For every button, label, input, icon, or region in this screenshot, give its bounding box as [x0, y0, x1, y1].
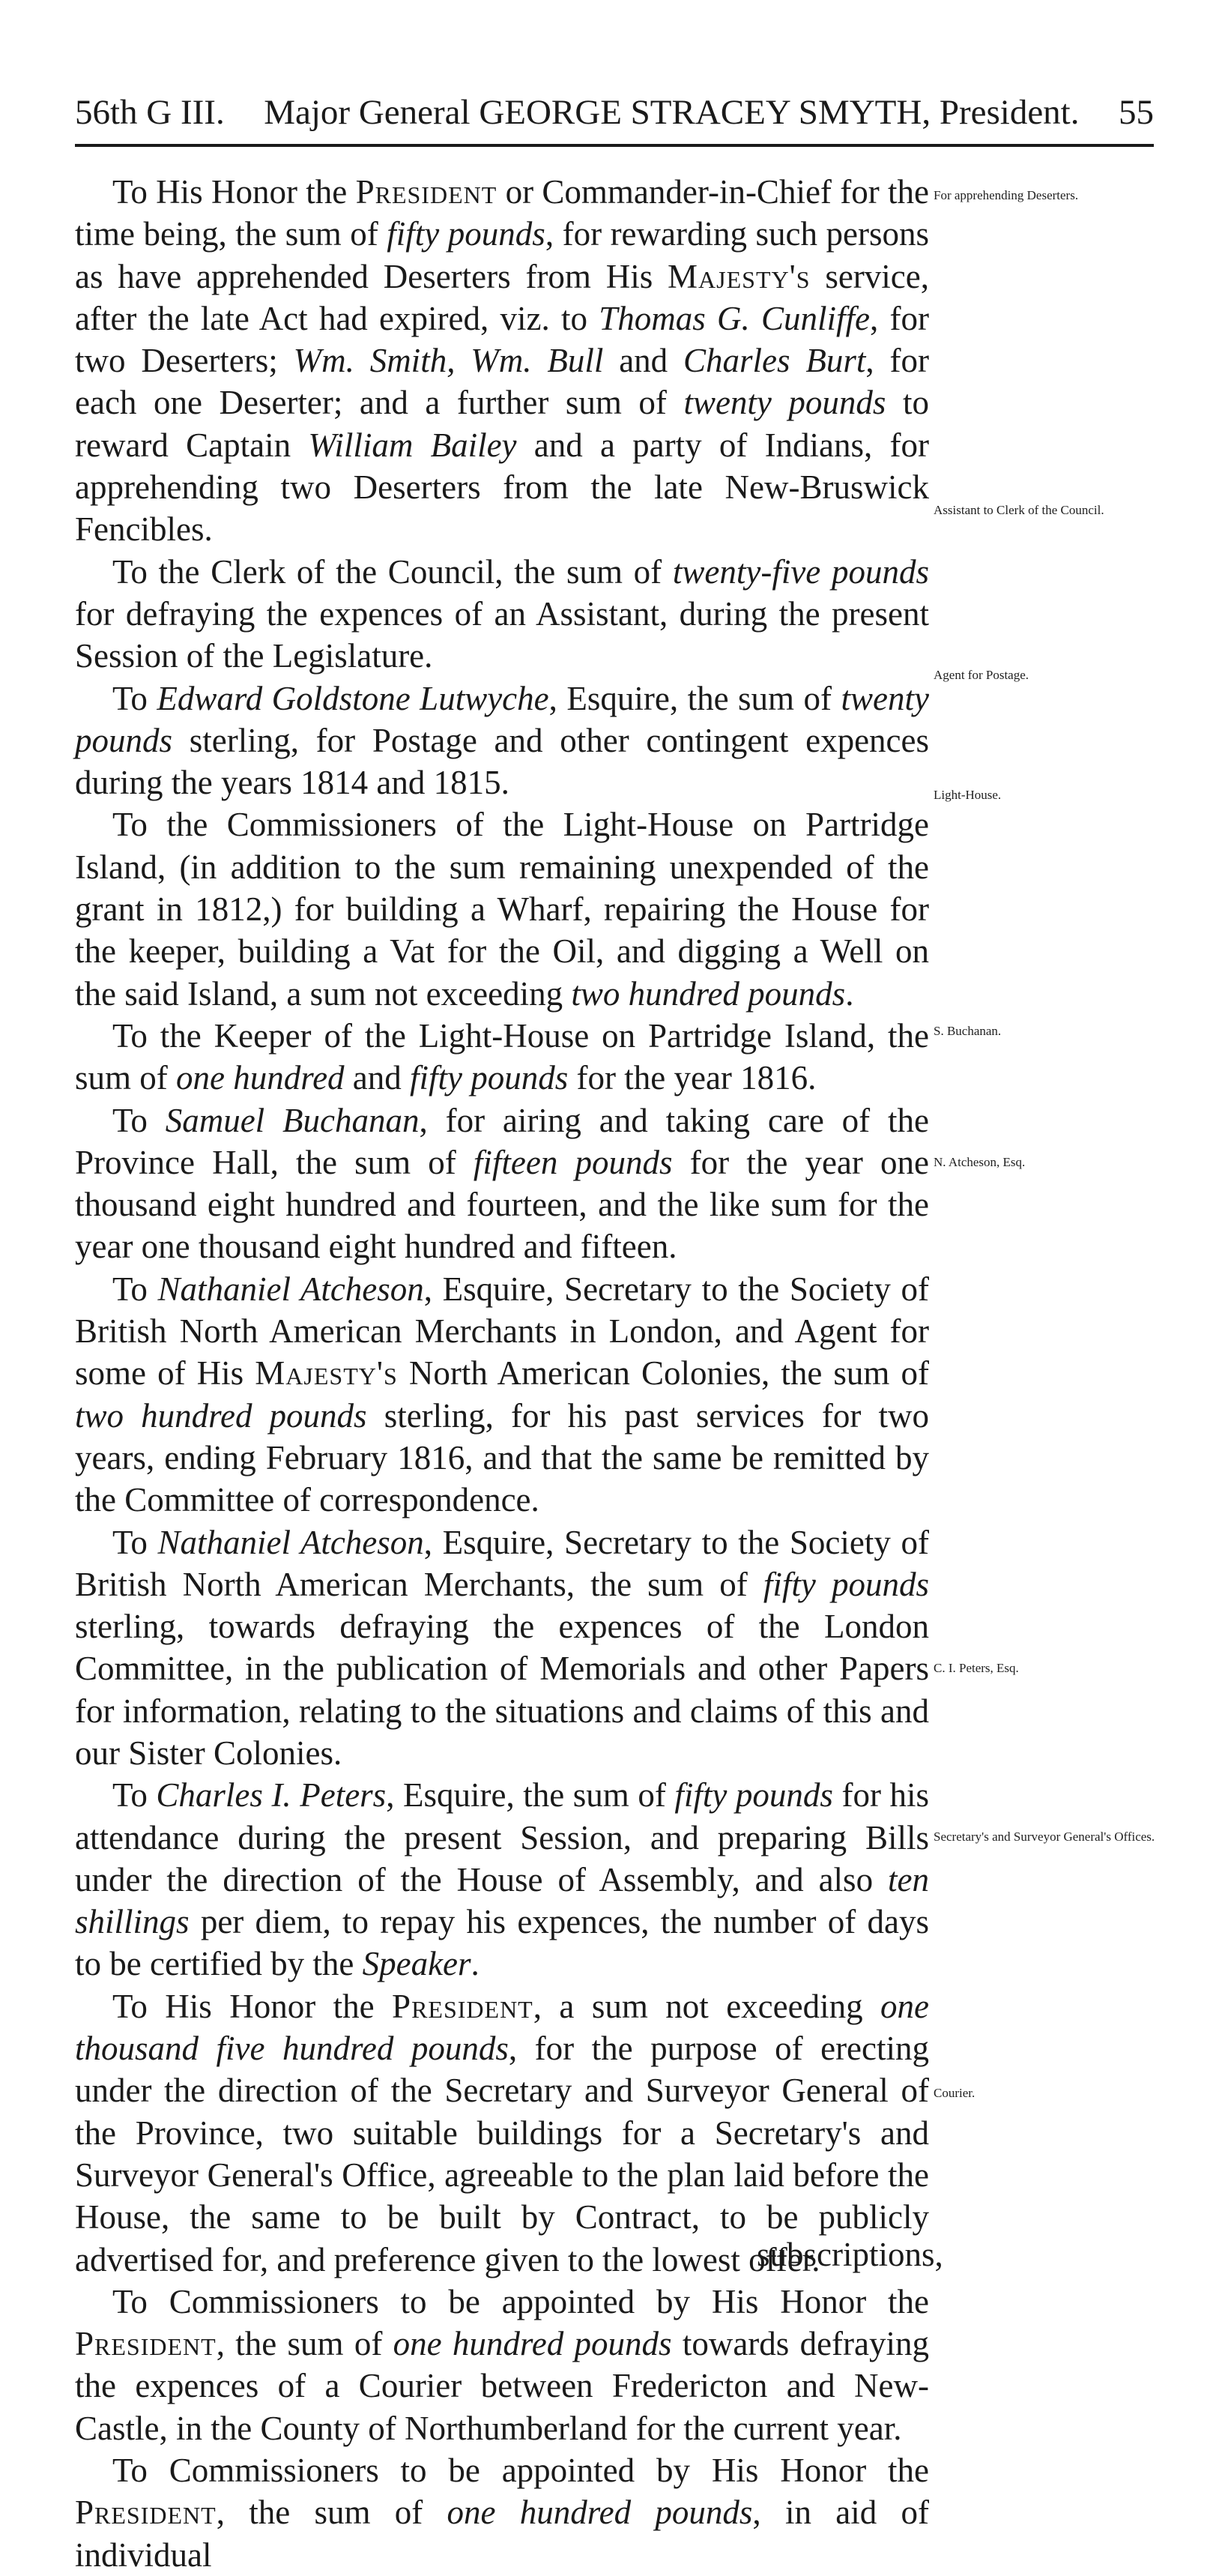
text-run: To	[112, 1523, 158, 1561]
margin-note-offices: Secretary's and Surveyor General's Offices.	[934, 1830, 1155, 1844]
text-run: To	[112, 1101, 166, 1139]
paragraph	[75, 803, 929, 1014]
italic-text: fifty pounds	[387, 215, 545, 253]
paragraph	[75, 171, 929, 551]
italic-text: one thousand five hundred pounds	[75, 1987, 929, 2068]
text-run: for the year 1816.	[568, 1059, 817, 1097]
margin-note-buchanan: S. Buchanan.	[934, 1024, 1002, 1038]
text-run: North American Colonies, the sum of	[397, 1354, 929, 1393]
italic-text: twenty pounds	[75, 679, 929, 759]
small-caps-text: President	[355, 173, 497, 211]
margin-note-postage: Agent for Postage.	[934, 668, 1029, 682]
text-run: , for airing and taking care of the Province Hall, the sum of	[75, 1101, 929, 1181]
text-run: , for two Deserters;	[75, 299, 929, 380]
italic-text: fifty pounds	[763, 1565, 929, 1603]
italic-text: two hundred pounds	[571, 974, 846, 1013]
running-header	[75, 90, 1154, 135]
text-run: , the sum of	[216, 2494, 447, 2532]
text-run: To His Honor the	[112, 173, 356, 211]
margin-note-light-house: Light-House.	[934, 788, 1002, 802]
italic-text: twenty pounds	[683, 384, 886, 422]
italic-text: twenty-five pounds	[672, 552, 929, 591]
italic-text: fifteen pounds	[473, 1143, 673, 1181]
small-caps-text: Majesty's	[668, 257, 811, 295]
text-run: towards defraying the expences of a Courier between Fredericton and New-Castle, in the County of Northumberland for the current year.	[75, 2325, 929, 2447]
paragraph	[75, 678, 929, 804]
italic-text: two hundred pounds	[75, 1396, 367, 1435]
paragraph	[75, 2281, 929, 2449]
text-run: To the Commissioners of the Light-House on Partridge Island, (in addition to the sum remaining unexpended of the grant in 1812,) for building a Wharf, repairing the House for the keeper, building a Vat for the Oil, and digging a Well on the said Island, a sum not exceeding	[75, 806, 929, 1013]
text-run: for the year one thousand eight hundred and fourteen, and the like sum for the year one thousand eight hundred and fifteen.	[75, 1143, 929, 1266]
text-run: , the sum of	[216, 2325, 393, 2363]
italic-text: one hundred	[176, 1059, 345, 1097]
text-run: , in aid of individual	[75, 2494, 929, 2574]
paragraph	[75, 551, 929, 678]
italic-text: Wm. Smith, Wm. Bull	[293, 342, 604, 380]
italic-text: one hundred pounds	[393, 2325, 672, 2363]
text-run: service, after the late Act had expired, viz. to	[75, 257, 929, 337]
text-run: , for rewarding such persons as have apprehended Deserters from His	[75, 215, 929, 295]
margin-note-courier: Courier.	[934, 2086, 976, 2100]
text-run: for his attendance during the present Session, and preparing Bills under the direction of the House of Assembly, and also	[75, 1776, 929, 1898]
text-run: per diem, to repay his expences, the number of days to be certified by the	[75, 1903, 929, 1983]
catchword: subscriptions,	[757, 2236, 943, 2273]
header-rule	[75, 144, 1154, 147]
italic-text: ten shillings	[75, 1860, 929, 1941]
text-run: or Commander-in-Chief for the time being, the sum of	[75, 173, 929, 253]
margin-note-deserters: For apprehending Deserters.	[934, 188, 1079, 202]
text-run: , Esquire, the sum of	[386, 1776, 675, 1815]
margin-note-atcheson: N. Atcheson, Esq.	[934, 1155, 1026, 1169]
italic-text: Nathaniel Atcheson	[157, 1523, 424, 1561]
small-caps-text: President	[75, 2325, 217, 2363]
text-run: sterling, for Postage and other contingent expences during the years 1814 and 1815.	[75, 721, 929, 802]
italic-text: Edward Goldstone Lutwyche	[157, 679, 549, 717]
page-number: 55	[1119, 93, 1154, 132]
text-run: , Esquire, Secretary to the Society of British North American Merchants in London, and Agent for some of His	[75, 1270, 929, 1393]
text-run: To	[112, 1270, 158, 1308]
paragraph	[75, 2449, 929, 2576]
italic-text: fifty pounds	[410, 1059, 569, 1097]
italic-text: Speaker	[362, 1945, 471, 1983]
italic-text: one hundred pounds	[447, 2494, 753, 2532]
paragraph	[75, 1774, 929, 1985]
text-run: To Commissioners to be appointed by His Honor the	[112, 2282, 929, 2320]
text-run: To the Keeper of the Light-House on Partridge Island, the sum of	[75, 1016, 929, 1097]
text-run: and	[603, 342, 684, 380]
text-run: for defraying the expences of an Assistant, during the present Session of the Legislature.	[75, 594, 929, 675]
italic-text: Samuel Buchanan	[165, 1101, 420, 1139]
text-run: To the Clerk of the Council, the sum of	[112, 552, 673, 591]
paragraph	[75, 1521, 929, 1775]
paragraph	[75, 1268, 929, 1521]
body-text	[75, 171, 929, 2576]
text-run: , for the purpose of erecting under the direction of the Secretary and Surveyor General of the Province, two suitable buildings for a Secretary's and Surveyor General's Office, agreeable to the plan laid before the House, the same to be built by Contract, to be publicly advertised for, and preference given to the lowest offer.	[75, 2030, 930, 2278]
italic-text: Charles Burt	[683, 342, 866, 380]
margin-note-assistant-clerk: Assistant to Clerk of the Council.	[934, 503, 1104, 517]
text-run: sterling, towards defraying the expences of the London Committee, in the publication of Memorials and other Papers for information, relating to the situations and claims of this and our Sister Colonies.	[75, 1608, 929, 1772]
header-session: 56th G III.	[75, 93, 225, 132]
text-run: , a sum not exceeding	[533, 1987, 881, 2025]
small-caps-text: Majesty's	[255, 1354, 398, 1393]
italic-text: fifty pounds	[674, 1776, 833, 1815]
small-caps-text: President	[392, 1987, 533, 2025]
text-run: To His Honor the	[112, 1987, 393, 2025]
text-run: To	[112, 679, 157, 717]
small-caps-text: President	[75, 2494, 217, 2532]
text-run: To Commissioners to be appointed by His Honor the	[112, 2452, 929, 2490]
text-run: sterling, for his past services for two years, ending February 1816, and that the same be remitted by the Committee of correspondence.	[75, 1396, 929, 1519]
text-run: and a party of Indians, for apprehending two Deserters from the late New-Bruswick Fencibles.	[75, 426, 929, 549]
text-run: To	[112, 1776, 157, 1815]
italic-text: Nathaniel Atcheson	[157, 1270, 424, 1308]
text-run: , Esquire, the sum of	[548, 679, 841, 717]
header-title: Major General GEORGE STRACEY SMYTH, President.	[264, 93, 1080, 132]
text-run: , Esquire, Secretary to the Society of British North American Merchants, the sum of	[75, 1523, 929, 1603]
text-run: .	[845, 974, 854, 1013]
text-run: , for each one Deserter; and a further sum of	[75, 342, 929, 422]
text-run: and	[344, 1059, 411, 1097]
paragraph	[75, 1015, 929, 1100]
margin-note-peters: C. I. Peters, Esq.	[934, 1661, 1019, 1675]
italic-text: Charles I. Peters	[156, 1776, 387, 1815]
italic-text: William Bailey	[308, 426, 517, 464]
text-run: to reward Captain	[75, 384, 929, 464]
paragraph	[75, 1100, 929, 1268]
italic-text: Thomas G. Cunliffe	[599, 299, 870, 337]
text-run: .	[471, 1945, 480, 1983]
